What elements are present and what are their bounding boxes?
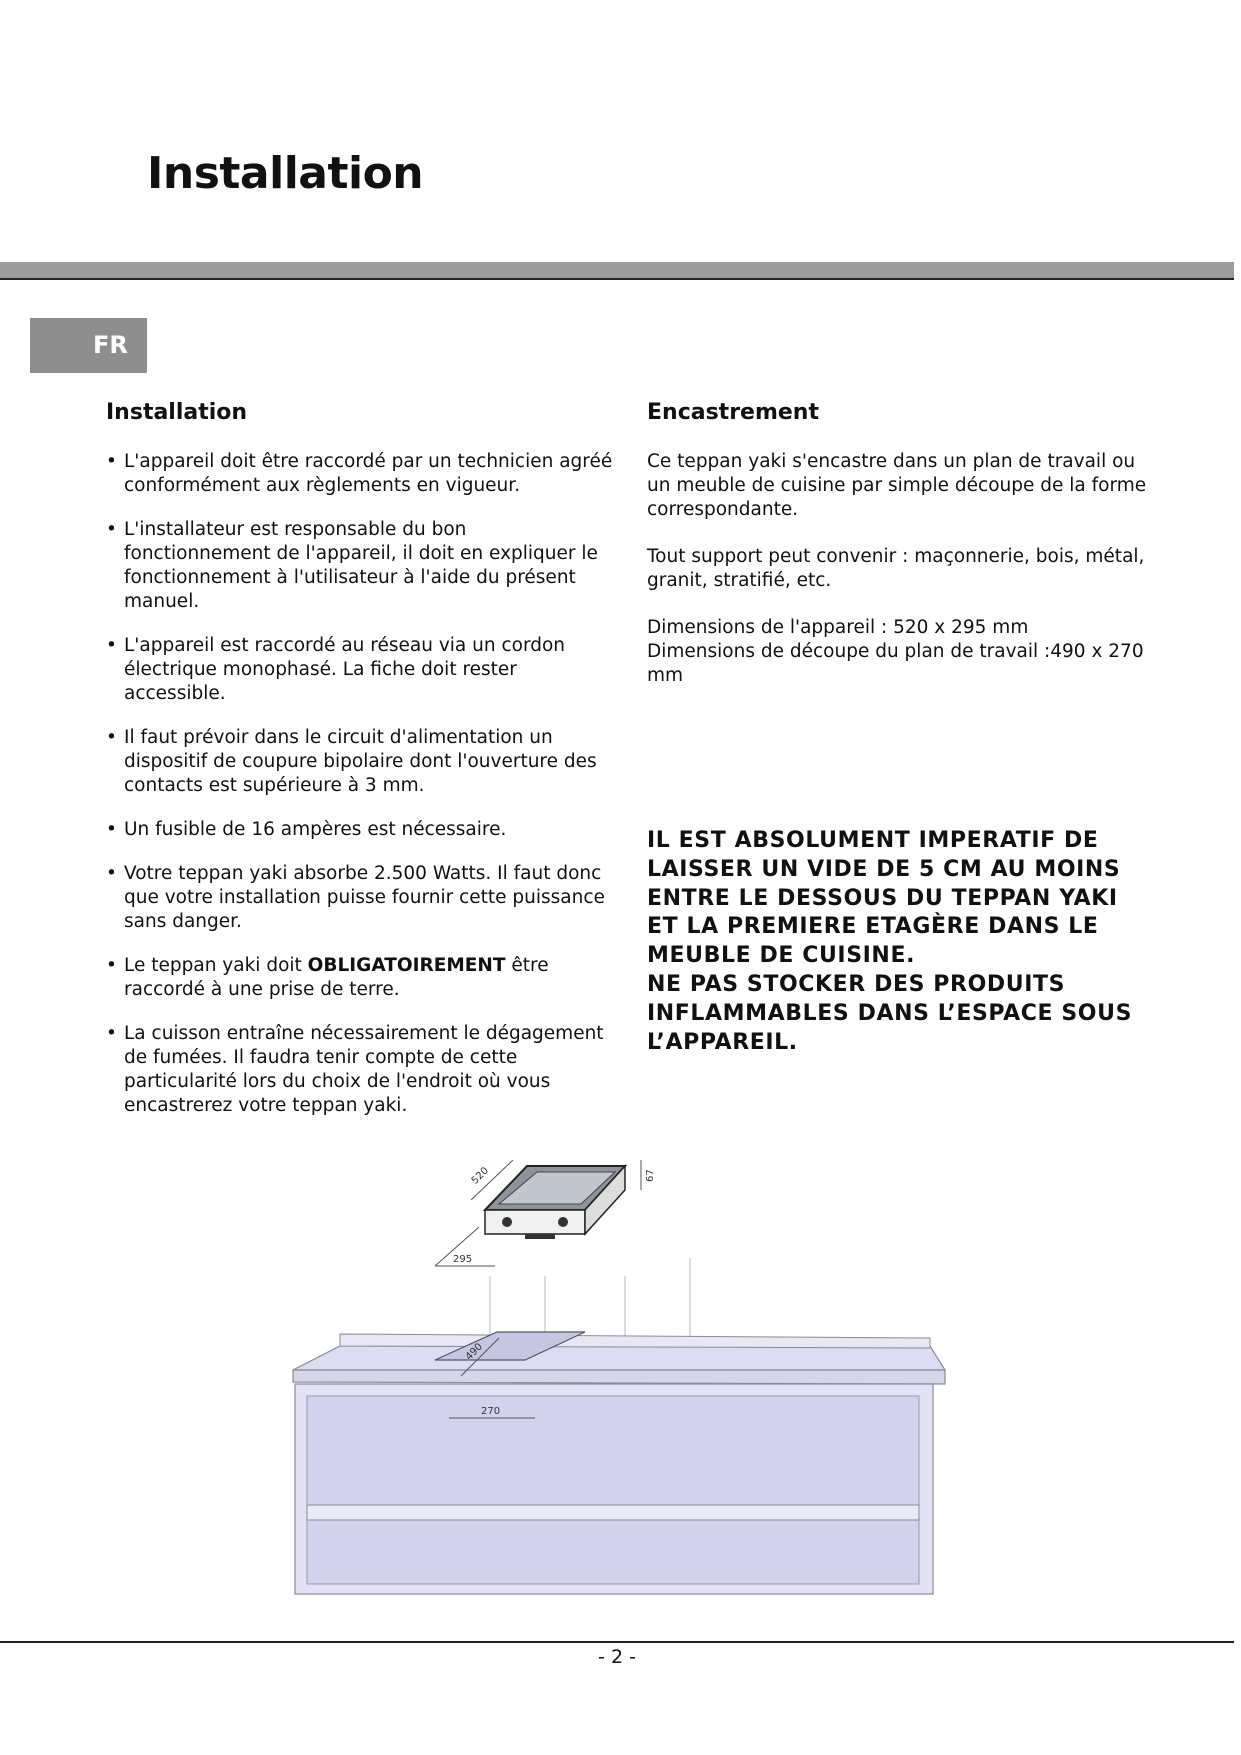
list-item-text: La cuisson entraîne nécessairement le dégagement de fumées. Il faudra tenir compte de cette particularité lors du choix de l'endroit où vous encastrerez votre teppan yaki. xyxy=(124,1023,604,1116)
list-item xyxy=(106,818,618,842)
list-item-text: L'installateur est responsable du bon fonctionnement de l'appareil, il doit en expliquer le fonctionnement à l'utilisateur à l'aide du présent manuel. xyxy=(124,519,598,612)
list-item-text: Un fusible de 16 ampères est nécessaire. xyxy=(124,819,507,840)
footer-divider xyxy=(0,1641,1234,1643)
list-item xyxy=(106,1022,618,1118)
installation-heading: Installation xyxy=(106,400,248,425)
bullet-icon: • xyxy=(106,819,117,840)
installation-list xyxy=(106,450,618,1118)
cabinet-opening xyxy=(307,1396,919,1584)
countertop-backsplash xyxy=(340,1334,930,1348)
bullet-icon: • xyxy=(106,727,117,748)
encastrement-paragraph: Ce teppan yaki s'encastre dans un plan de travail ou un meuble de cuisine par simple découpe de la forme correspondante. xyxy=(647,451,1147,520)
list-item-text: Il faut prévoir dans le circuit d'alimentation un dispositif de coupure bipolaire dont l'ouverture des contacts est supérieure à 3 mm. xyxy=(124,727,597,796)
bullet-icon: • xyxy=(106,955,117,976)
list-item-emphasis: OBLIGATOIREMENT xyxy=(307,955,506,976)
dimension-depth-label: 520 xyxy=(469,1165,491,1187)
safety-warning: IL EST ABSOLUMENT IMPERATIF DE LAISSER UN VIDE DE 5 CM AU MOINS ENTRE LE DESSOUS DU TEPPAN YAKI ET LA PREMIERE ETAGÈRE DANS LE MEUBLE DE CUISINE. NE PAS STOCKER DES PRODUITS INFLAMMABLES DANS L’ESPACE SOUS L’APPAREIL. xyxy=(647,828,1133,1055)
encastrement-heading: Encastrement xyxy=(647,400,819,425)
installation-diagram xyxy=(285,1160,965,1605)
installation-section xyxy=(106,398,618,1138)
appliance-dimensions: Dimensions de l'appareil : 520 x 295 mm xyxy=(647,617,1029,638)
dimension-height-label: 67 xyxy=(645,1169,656,1182)
bullet-icon: • xyxy=(106,635,117,656)
list-item-text-before: Le teppan yaki doit xyxy=(124,955,308,976)
dimension-width-label: 295 xyxy=(453,1254,473,1265)
list-item-text-after: être raccordé à une prise de terre. xyxy=(124,955,549,1000)
language-tab: FR xyxy=(30,318,147,373)
encastrement-section xyxy=(647,398,1147,688)
countertop-front-edge xyxy=(293,1370,945,1384)
cutout-depth-label: 490 xyxy=(463,1341,485,1363)
bullet-icon: • xyxy=(106,1023,117,1044)
list-item-text: L'appareil doit être raccordé par un technicien agréé conformément aux règlements en vigueur. xyxy=(124,451,613,496)
list-item xyxy=(106,726,618,798)
support-paragraph: Tout support peut convenir : maçonnerie, bois, métal, granit, stratifié, etc. xyxy=(647,546,1145,591)
bullet-icon: • xyxy=(106,863,117,884)
list-item-text: Votre teppan yaki absorbe 2.500 Watts. Il faut donc que votre installation puisse fournir cette puissance sans danger. xyxy=(124,863,605,932)
cutout-width-label: 270 xyxy=(481,1406,501,1417)
teppan-yaki-appliance xyxy=(485,1166,625,1239)
cutout-dimensions: Dimensions de découpe du plan de travail :490 x 270 mm xyxy=(647,641,1144,686)
countertop-surface xyxy=(293,1346,945,1370)
header-divider-band xyxy=(0,262,1234,280)
list-item xyxy=(106,954,618,1002)
list-item xyxy=(106,450,618,498)
page-number: - 2 - xyxy=(598,1646,636,1668)
list-item xyxy=(106,862,618,934)
cabinet-shelf xyxy=(307,1505,919,1520)
list-item xyxy=(106,634,618,706)
page-title: Installation xyxy=(147,148,424,199)
bullet-icon: • xyxy=(106,451,117,472)
list-item-text: L'appareil est raccordé au réseau via un cordon électrique monophasé. La fiche doit rester accessible. xyxy=(124,635,566,704)
list-item xyxy=(106,518,618,614)
bullet-icon: • xyxy=(106,519,117,540)
